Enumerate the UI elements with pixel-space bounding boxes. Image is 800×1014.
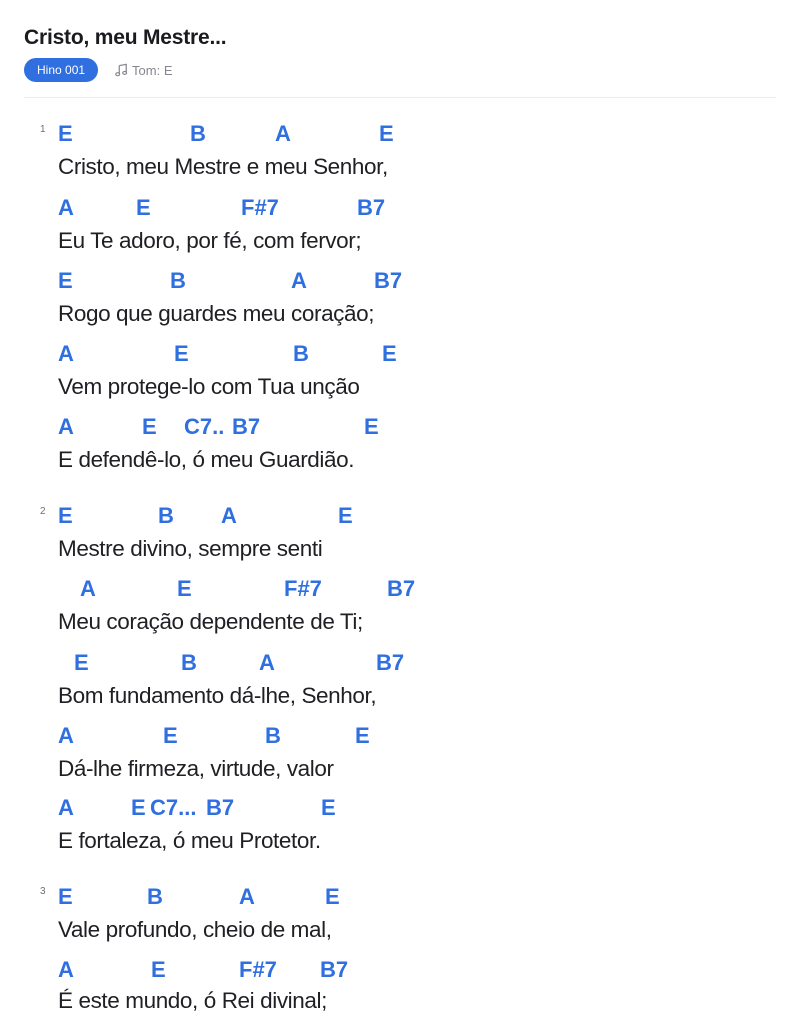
chord[interactable]: B [265,723,281,748]
chord[interactable]: E [151,957,166,982]
lyric-line: Bom fundamento dá-lhe, Senhor, [58,683,377,708]
chord[interactable]: E [163,723,178,748]
chord[interactable]: B7 [387,576,416,601]
lyric-line: Eu Te adoro, por fé, com fervor; [58,228,362,253]
chord[interactable]: A [291,268,307,293]
chord[interactable]: B [158,503,174,528]
chord-line [58,414,778,442]
chord[interactable]: E [142,414,157,439]
chord[interactable]: A [58,195,74,220]
chord-line [58,121,778,149]
chord[interactable]: E [355,723,370,748]
lyric-line: E fortaleza, ó meu Protetor. [58,828,321,853]
chord[interactable]: A [58,795,74,820]
lyric-line: Vale profundo, cheio de mal, [58,917,332,942]
chord[interactable]: B [147,884,163,909]
chord[interactable]: E [321,795,336,820]
chord[interactable]: A [58,957,74,982]
chord-line [58,341,778,369]
chord[interactable]: B7 [376,650,405,675]
chord[interactable]: F#7 [284,576,322,601]
lyric-line: Rogo que guardes meu coração; [58,301,375,326]
chord[interactable]: B7 [374,268,403,293]
chord-line [58,503,778,531]
chord[interactable]: C7.. [184,414,225,439]
chord[interactable]: B [170,268,186,293]
chord-line [58,723,778,751]
chord[interactable]: B7 [206,795,235,820]
chord[interactable]: A [259,650,275,675]
verse-number: 3 [40,886,46,897]
chord[interactable]: A [58,723,74,748]
chord[interactable]: C7... [150,795,197,820]
chord[interactable]: A [58,341,74,366]
chord[interactable]: E [174,341,189,366]
chord[interactable]: E [379,121,394,146]
chord[interactable]: E [136,195,151,220]
chord[interactable]: E [58,121,73,146]
chord[interactable]: A [58,414,74,439]
chord[interactable]: F#7 [239,957,277,982]
chord[interactable]: E [58,268,73,293]
lyric-line: Cristo, meu Mestre e meu Senhor, [58,154,388,179]
chord-line [58,957,778,985]
lyric-line: Meu coração dependente de Ti; [58,609,363,634]
verse-number: 1 [40,124,46,135]
chord[interactable]: E [131,795,146,820]
chord[interactable]: B7 [232,414,261,439]
lyric-line: Dá-lhe firmeza, virtude, valor [58,756,334,781]
song-title: Cristo, meu Mestre... [24,26,227,49]
chord[interactable]: A [80,576,96,601]
chord-line [58,795,778,823]
chord-line [58,268,778,296]
chord[interactable]: A [221,503,237,528]
chord-line [58,195,778,223]
chord[interactable]: F#7 [241,195,279,220]
lyric-line: Vem protege-lo com Tua unção [58,374,360,399]
chord[interactable]: B [293,341,309,366]
chord[interactable]: B [181,650,197,675]
lyric-line: É este mundo, ó Rei divinal; [58,988,327,1013]
chord-line [58,576,778,604]
chord[interactable]: E [325,884,340,909]
chord[interactable]: B7 [357,195,386,220]
chord[interactable]: B [190,121,206,146]
chord[interactable]: E [338,503,353,528]
key-label: Tom: E [132,62,173,78]
chord-line [58,650,778,678]
chord[interactable]: E [382,341,397,366]
chord[interactable]: E [74,650,89,675]
chord[interactable]: A [239,884,255,909]
chord[interactable]: E [177,576,192,601]
hymn-number-badge[interactable]: Hino 001 [24,58,98,82]
chord[interactable]: A [275,121,291,146]
chord[interactable]: E [364,414,379,439]
verse-number: 2 [40,506,46,517]
chord[interactable]: B7 [320,957,349,982]
lyric-line: Mestre divino, sempre senti [58,536,323,561]
chord[interactable]: E [58,884,73,909]
chord-line [58,884,778,912]
chord[interactable]: E [58,503,73,528]
lyric-line: E defendê-lo, ó meu Guardião. [58,447,355,472]
